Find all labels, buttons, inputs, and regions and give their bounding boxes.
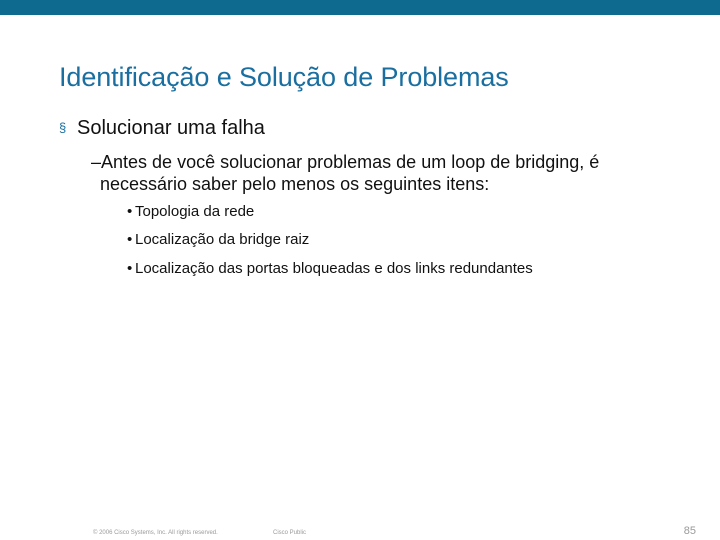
list-item-text: Localização da bridge raiz [135,231,310,248]
bullet-dot-icon: • [127,231,133,248]
main-bullet [59,117,265,140]
list-item [127,203,254,220]
slide-title: Identificação e Solução de Problemas [59,62,509,92]
footer-copyright: © 2006 Cisco Systems, Inc. All rights reserved. [93,530,218,536]
list-item [127,260,533,277]
sub-bullet [91,151,691,195]
sub-bullet-line-1: –Antes de você solucionar problemas de um loop de bridging, é [91,152,600,172]
list-item-text: Topologia da rede [135,203,255,220]
list-item [127,231,309,248]
footer-classification: Cisco Public [273,530,307,536]
bullet-dot-icon: • [127,260,133,277]
bullet-dot-icon: • [127,203,133,220]
list-item-text: Localização das portas bloqueadas e dos links redundantes [135,260,533,277]
bullet-marker-icon: § [59,120,67,135]
top-accent-bar [0,0,720,15]
main-bullet-text: Solucionar uma falha [77,117,265,139]
page-number: 85 [683,525,696,537]
sub-bullet-line-2: necessário saber pelo menos os seguintes itens: [100,174,490,194]
